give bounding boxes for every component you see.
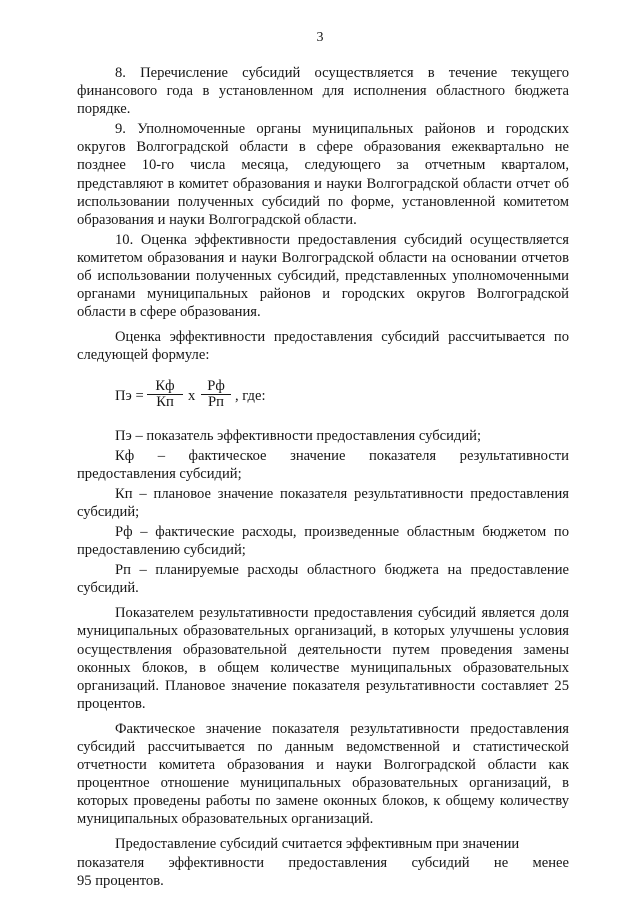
formula-denominator-rp: Рп	[208, 393, 224, 410]
paragraph-10: 10. Оценка эффективности предоставления субсидий осуществляется комитетом образования и науки Волгоградской области на основании отчетов об использовании полученных субсидий, представленных уполномоченными органами муниципальных районов и городских округов Волгоградской области в сфере образования.	[77, 231, 569, 321]
formula-lhs: Пэ =	[115, 387, 144, 404]
effective-word: менее	[532, 854, 569, 871]
definition-rp: Рп – планируемые расходы областного бюджета на предоставление субсидий.	[77, 562, 569, 597]
effective-condition-line-2	[77, 854, 569, 872]
page-number: 3	[316, 30, 324, 45]
effective-word: субсидий	[411, 854, 470, 871]
formula-intro: Оценка эффективности предоставления субсидий рассчитывается по следующей формуле:	[77, 329, 569, 364]
paragraph-8: 8. Перечисление субсидий осуществляется в течение текущего финансового года в установленном для исполнения областного бюджета порядке.	[77, 65, 569, 118]
definition-rf: Рф – фактические расходы, произведенные областным бюджетом по предоставлению субсидий;	[77, 523, 569, 559]
indicator-paragraph: Показателем результативности предоставления субсидий является доля муниципальных образовательных организаций, в которых улучшены условия осуществления образовательной деятельности путем проведения замены оконных блоков, в общем количестве муниципальных образовательных организаций. Плановое значение показателя результативности составляет 25 процентов.	[77, 605, 569, 712]
formula-fraction-kf-kp	[147, 379, 183, 410]
effective-word: показателя	[77, 854, 145, 871]
formula-numerator-rf: Рф	[201, 379, 231, 395]
effective-word: предоставления	[288, 854, 388, 871]
formula-denominator-kp: Кп	[156, 393, 174, 410]
actual-value-paragraph: Фактическое значение показателя результативности предоставления субсидий рассчитывается по данным ведомственной и статистической отчетности комитета образования и науки Волгоградской области как процентное отношение муниципальных образовательных организаций, в которых проведены работы по замене оконных блоков, к общему количеству муниципальных образовательных организаций.	[77, 720, 569, 828]
effective-condition-line-1: Предоставление субсидий считается эффективным при значении	[115, 836, 520, 853]
effective-word: не	[493, 854, 509, 871]
paragraph-9: 9. Уполномоченные органы муниципальных районов и городских округов Волгоградской области в сфере образования ежеквартально не позднее 10-го числа месяца, следующего за отчетным кварталом, представляют в комитет образования и науки Волгоградской области отчет об использовании полученных субсидий по форме, установленной комитетом образования и науки Волгоградской области.	[77, 121, 569, 228]
formula-fraction-rf-rp	[201, 379, 231, 410]
formula-where: , где:	[235, 387, 266, 404]
definition-kf: Кф – фактическое значение показателя результативности предоставления субсидий;	[77, 447, 569, 482]
formula-multiply-sign: х	[188, 387, 196, 404]
definition-pe: Пэ – показатель эффективности предоставления субсидий;	[115, 427, 482, 444]
effective-condition-line-3: 95 процентов.	[77, 872, 164, 889]
document-body	[77, 64, 569, 890]
efficiency-formula	[77, 378, 569, 414]
effective-word: эффективности	[168, 854, 265, 871]
formula-numerator-kf: Кф	[147, 379, 183, 395]
definition-kp: Кп – плановое значение показателя результативности предоставления субсидий;	[77, 485, 569, 520]
